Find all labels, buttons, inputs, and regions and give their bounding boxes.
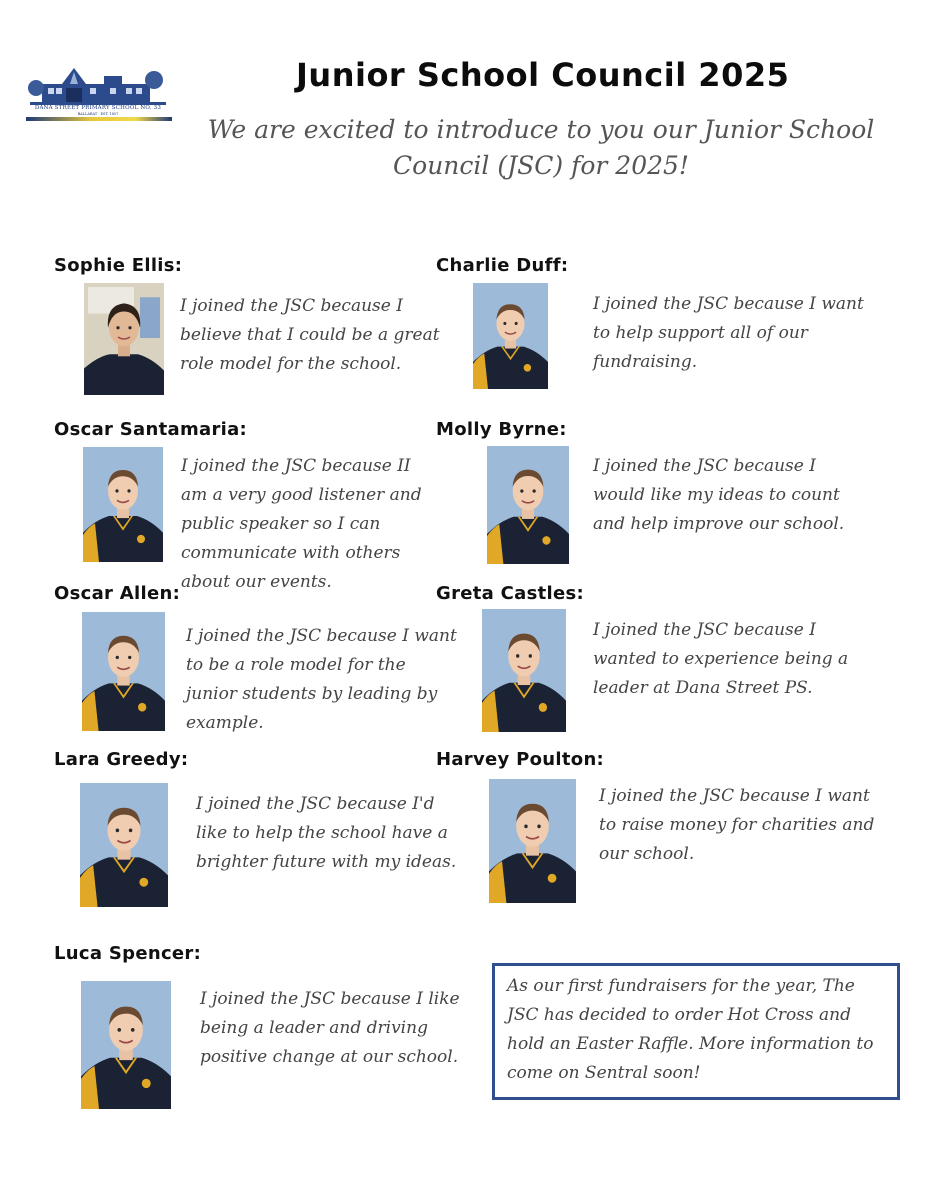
member-name-luca-spencer: Luca Spencer: [54, 943, 202, 964]
photo-molly-byrne [487, 446, 569, 564]
photo-greta-castles [482, 609, 566, 732]
photo-lara-greedy [80, 783, 168, 907]
logo-text: DANA STREET PRIMARY SCHOOL NO. 33 [34, 105, 162, 111]
quote-charlie-duff: I joined the JSC because I want to help support all of our fundraising. [593, 294, 864, 372]
intro-text: We are excited to introduce to you our Junior School Council (JSC) for 2025! [207, 115, 875, 180]
photo-sophie-ellis [84, 283, 164, 395]
member-name-oscar-allen: Oscar Allen: [54, 583, 181, 604]
member-name-sophie-ellis: Sophie Ellis: [54, 255, 183, 276]
school-logo [22, 58, 174, 124]
quote-sophie-ellis: I joined the JSC because I believe that I could be a great role model for the school. [180, 296, 440, 374]
quote-luca-spencer: I joined the JSC because I like being a leader and driving positive change at our school. [200, 989, 460, 1067]
logo-color-bar [26, 117, 172, 121]
photo-charlie-duff [473, 283, 548, 389]
photo-harvey-poulton [489, 779, 576, 903]
quote-oscar-allen: I joined the JSC because I want to be a role model for the junior students by leading by example. [186, 626, 457, 733]
member-name-harvey-poulton: Harvey Poulton: [436, 749, 605, 770]
quote-harvey-poulton: I joined the JSC because I want to raise money for charities and our school. [599, 786, 875, 864]
fundraiser-notice-box [492, 963, 900, 1100]
photo-oscar-allen [82, 612, 165, 731]
member-name-oscar-santamaria: Oscar Santamaria: [54, 419, 248, 440]
photo-oscar-santamaria [83, 447, 163, 562]
photo-luca-spencer [81, 981, 171, 1109]
member-name-greta-castles: Greta Castles: [436, 583, 585, 604]
page-title: Junior School Council 2025 [296, 56, 790, 94]
fundraiser-notice-text: As our first fundraisers for the year, The JSC has decided to order Hot Cross and hold an Easter Raffle. More information to come on Sentral soon! [507, 976, 874, 1083]
member-name-lara-greedy: Lara Greedy: [54, 749, 189, 770]
quote-molly-byrne: I joined the JSC because I would like my ideas to count and help improve our school. [593, 456, 845, 534]
school-building-icon [22, 58, 174, 106]
member-name-charlie-duff: Charlie Duff: [436, 255, 569, 276]
logo-subtext: BALLARAT · EST. 1857 [77, 112, 119, 116]
quote-greta-castles: I joined the JSC because I wanted to experience being a leader at Dana Street PS. [593, 620, 849, 698]
quote-oscar-santamaria: I joined the JSC because II am a very good listener and public speaker so I can communicate with others about our events. [181, 456, 422, 592]
quote-lara-greedy: I joined the JSC because I'd like to help the school have a brighter future with my ideas. [196, 794, 457, 872]
member-name-molly-byrne: Molly Byrne: [436, 419, 567, 440]
